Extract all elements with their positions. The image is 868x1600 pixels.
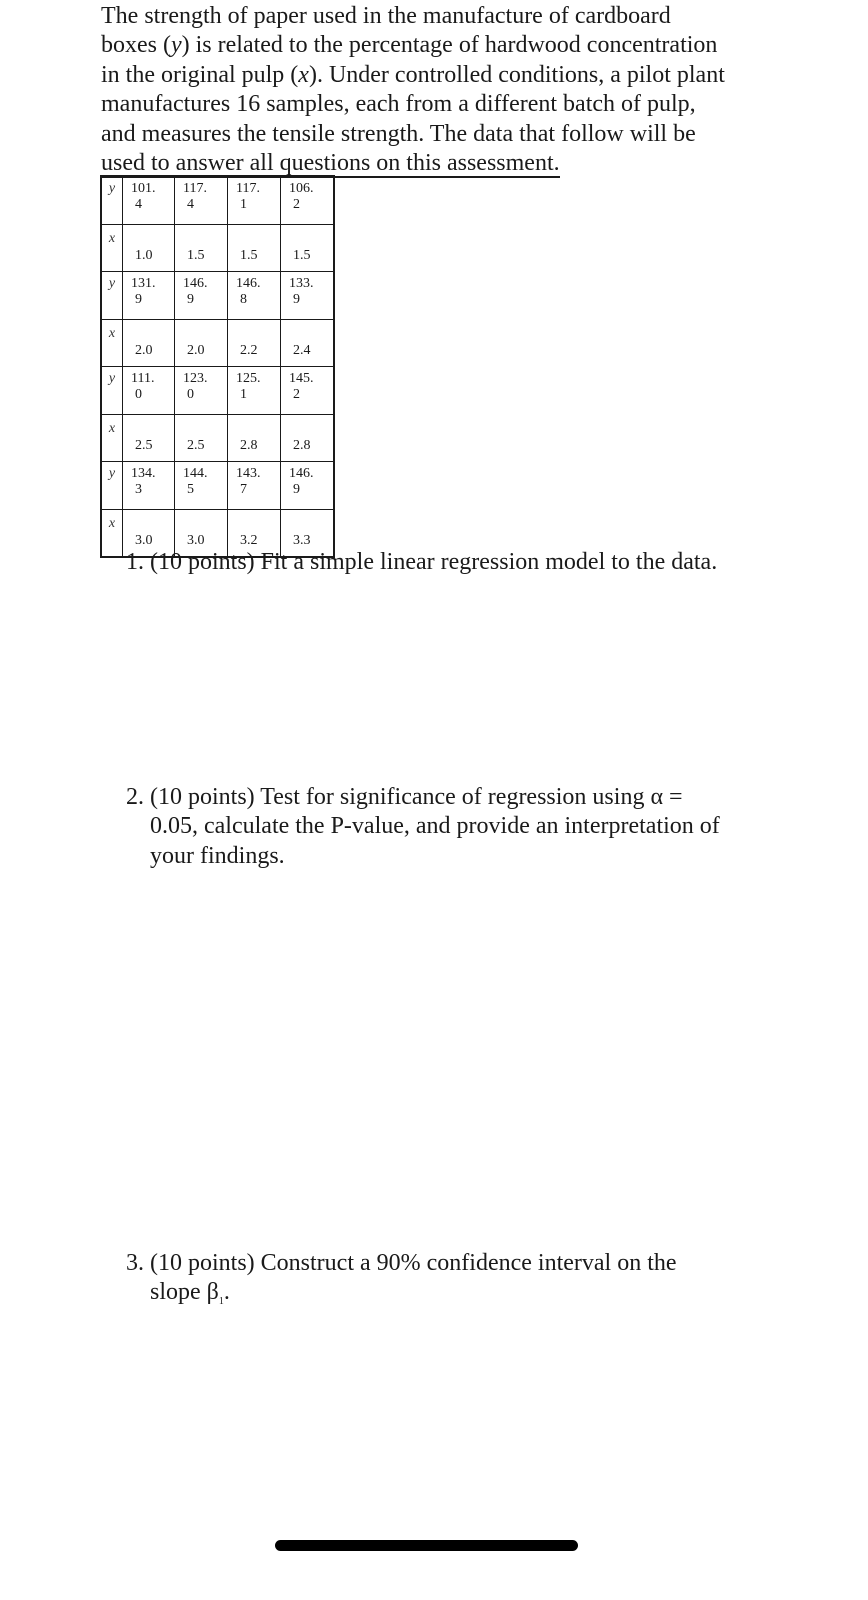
beta-subscript: 1 bbox=[218, 1296, 224, 1308]
table-cell-y bbox=[175, 462, 228, 510]
intro-line-4: manufactures 16 samples, each from a different batch of pulp, bbox=[101, 91, 696, 118]
table-row-y bbox=[101, 176, 334, 225]
y-value-decimal: 1 bbox=[240, 387, 247, 402]
table-row-y bbox=[101, 367, 334, 415]
y-value-integer: 101. bbox=[131, 181, 156, 196]
table-cell-x bbox=[281, 415, 335, 462]
question-3-line-2 bbox=[126, 1278, 766, 1316]
table-cell-x bbox=[281, 320, 335, 367]
data-table bbox=[100, 175, 335, 558]
y-value-decimal: 7 bbox=[240, 482, 247, 497]
question-3-slope-text: slope β bbox=[150, 1279, 219, 1306]
y-value-decimal: 2 bbox=[293, 197, 300, 212]
table-cell-x bbox=[228, 415, 281, 462]
table-cell-y bbox=[281, 272, 335, 320]
table-row-y bbox=[101, 272, 334, 320]
table-cell-x bbox=[123, 225, 175, 272]
table-cell-y bbox=[228, 367, 281, 415]
table-cell-y bbox=[123, 462, 175, 510]
x-value: 2.5 bbox=[187, 438, 205, 453]
intro-line-6: used to answer all questions on this assessment. bbox=[101, 149, 560, 178]
x-value: 2.5 bbox=[135, 438, 153, 453]
y-value-integer: 111. bbox=[131, 371, 155, 386]
y-value-integer: 125. bbox=[236, 371, 261, 386]
question-3-line-1: 3. (10 points) Construct a 90% confidence interval on the bbox=[126, 1250, 677, 1276]
intro-line-3 bbox=[101, 61, 801, 90]
y-value-decimal: 4 bbox=[135, 197, 142, 212]
intro-line-2-a: boxes ( bbox=[101, 32, 171, 59]
y-value-integer: 146. bbox=[236, 276, 261, 291]
table-row-x bbox=[101, 225, 334, 272]
table-cell-y bbox=[175, 367, 228, 415]
table-cell-y bbox=[281, 176, 335, 225]
y-value-integer: 131. bbox=[131, 276, 156, 291]
y-value-integer: 146. bbox=[289, 466, 314, 481]
table-cell-y bbox=[123, 176, 175, 225]
y-value-integer: 117. bbox=[236, 181, 260, 196]
intro-line-5: and measures the tensile strength. The data that follow will be bbox=[101, 120, 696, 147]
question-2 bbox=[126, 783, 766, 871]
y-value-integer: 106. bbox=[289, 181, 314, 196]
table-cell-x bbox=[281, 225, 335, 272]
y-value-decimal: 0 bbox=[187, 387, 194, 402]
y-value-decimal: 4 bbox=[187, 197, 194, 212]
row-label-y: y bbox=[101, 462, 123, 510]
y-value-integer: 133. bbox=[289, 276, 314, 291]
question-2-line-1: 2. (10 points) Test for significance of regression using α = bbox=[126, 784, 683, 810]
x-value: 3.3 bbox=[293, 533, 311, 548]
row-label-x: x bbox=[101, 225, 123, 272]
home-indicator[interactable] bbox=[275, 1540, 578, 1551]
table-row-x bbox=[101, 415, 334, 462]
y-value-decimal: 2 bbox=[293, 387, 300, 402]
x-value: 2.4 bbox=[293, 343, 311, 358]
y-value-decimal: 9 bbox=[187, 292, 194, 307]
table-cell-x bbox=[123, 320, 175, 367]
row-label-x: x bbox=[101, 415, 123, 462]
problem-intro bbox=[101, 2, 801, 178]
x-value: 3.2 bbox=[240, 533, 258, 548]
table-cell-x bbox=[175, 415, 228, 462]
y-value-integer: 146. bbox=[183, 276, 208, 291]
y-value-integer: 145. bbox=[289, 371, 314, 386]
row-label-x: x bbox=[101, 320, 123, 367]
table-cell-y bbox=[123, 367, 175, 415]
var-x: x bbox=[298, 61, 309, 88]
x-value: 2.0 bbox=[135, 343, 153, 358]
row-label-y: y bbox=[101, 367, 123, 415]
x-value: 2.0 bbox=[187, 343, 205, 358]
x-value: 2.8 bbox=[240, 438, 258, 453]
intro-line-3-b: ). Under controlled conditions, a pilot plant bbox=[308, 61, 725, 88]
y-value-decimal: 1 bbox=[240, 197, 247, 212]
table-cell-y bbox=[228, 462, 281, 510]
intro-line-2 bbox=[101, 31, 801, 60]
row-label-y: y bbox=[101, 272, 123, 320]
var-y: y bbox=[170, 32, 182, 59]
table-cell-x bbox=[228, 225, 281, 272]
table-cell-x bbox=[175, 225, 228, 272]
y-value-decimal: 9 bbox=[135, 292, 142, 307]
row-label-x: x bbox=[101, 510, 123, 558]
table-cell-y bbox=[228, 272, 281, 320]
intro-line-1: The strength of paper used in the manufacture of cardboard bbox=[101, 3, 671, 29]
question-1: 1. (10 points) Fit a simple linear regression model to the data. bbox=[126, 549, 718, 575]
x-value: 2.2 bbox=[240, 343, 258, 358]
table-cell-x bbox=[228, 320, 281, 367]
y-value-integer: 143. bbox=[236, 466, 261, 481]
intro-line-3-a: in the original pulp ( bbox=[101, 61, 299, 88]
table-cell-x bbox=[175, 320, 228, 367]
x-value: 3.0 bbox=[135, 533, 153, 548]
table-row-y bbox=[101, 462, 334, 510]
intro-line-2-b: ) is related to the percentage of hardwood concentration bbox=[181, 32, 718, 59]
y-value-decimal: 9 bbox=[293, 292, 300, 307]
y-value-decimal: 3 bbox=[135, 482, 142, 497]
x-value: 3.0 bbox=[187, 533, 205, 548]
table-row-x bbox=[101, 320, 334, 367]
row-label-y: y bbox=[101, 176, 123, 225]
y-value-integer: 134. bbox=[131, 466, 156, 481]
table-cell-x bbox=[123, 415, 175, 462]
x-value: 1.5 bbox=[240, 248, 258, 263]
table-cell-y bbox=[175, 176, 228, 225]
x-value: 1.0 bbox=[135, 248, 153, 263]
y-value-integer: 144. bbox=[183, 466, 208, 481]
y-value-integer: 123. bbox=[183, 371, 208, 386]
y-value-decimal: 8 bbox=[240, 292, 247, 307]
question-2-line-3: your findings. bbox=[150, 842, 285, 869]
question-3 bbox=[126, 1249, 766, 1317]
x-value: 1.5 bbox=[293, 248, 311, 263]
table-cell-y bbox=[228, 176, 281, 225]
question-3-period: . bbox=[223, 1279, 230, 1306]
x-value: 2.8 bbox=[293, 438, 311, 453]
table-cell-y bbox=[175, 272, 228, 320]
x-value: 1.5 bbox=[187, 248, 205, 263]
y-value-decimal: 9 bbox=[293, 482, 300, 497]
question-2-line-2: 0.05, calculate the P-value, and provide an interpretation of bbox=[150, 813, 720, 840]
y-value-integer: 117. bbox=[183, 181, 207, 196]
table-cell-y bbox=[281, 367, 335, 415]
y-value-decimal: 5 bbox=[187, 482, 194, 497]
table-cell-y bbox=[123, 272, 175, 320]
table-cell-y bbox=[281, 462, 335, 510]
y-value-decimal: 0 bbox=[135, 387, 142, 402]
